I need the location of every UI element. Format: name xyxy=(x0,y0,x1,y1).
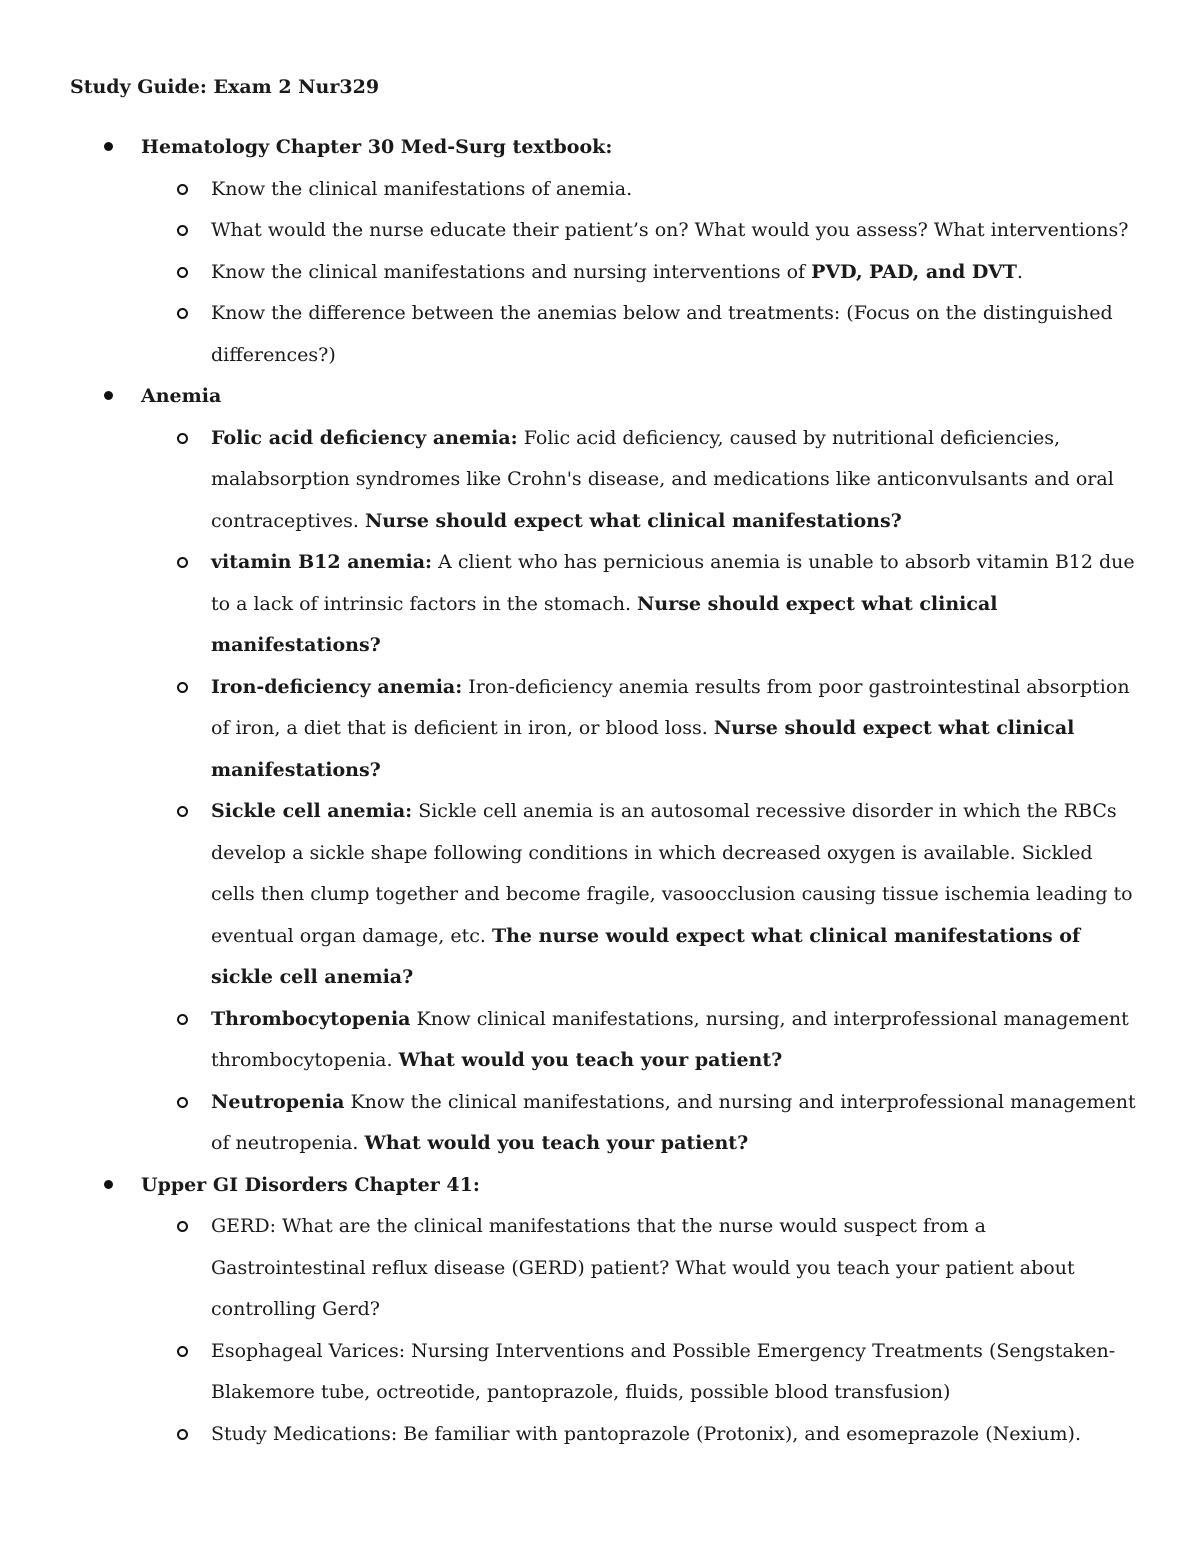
list-item xyxy=(0,210,1200,252)
list-item-iron-deficiency xyxy=(0,667,1200,792)
list-item-sickle-cell xyxy=(0,791,1200,999)
list-item-medications xyxy=(0,1414,1200,1456)
list-item-body: A client who has pernicious anemia is unable to absorb vitamin B12 due to a lack of intrinsic factors in the stomach. xyxy=(211,551,1135,615)
hollow-bullet-icon xyxy=(177,433,188,444)
list-item-esophageal-varices xyxy=(0,1331,1200,1414)
page-title: Study Guide: Exam 2 Nur329 xyxy=(70,76,380,98)
list-item-text xyxy=(211,999,1140,1082)
hollow-bullet-icon xyxy=(177,225,188,236)
list-item xyxy=(0,293,1200,376)
list-item-text: Know the difference between the anemias below and treatments: (Focus on the distinguished differences?) xyxy=(211,302,1113,366)
list-item-text xyxy=(211,791,1140,999)
hollow-bullet-icon xyxy=(177,1221,188,1232)
hollow-bullet-icon xyxy=(177,1429,188,1440)
list-item-folic-acid xyxy=(0,418,1200,543)
hollow-bullet-icon xyxy=(177,308,188,319)
list-item-lead: Thrombocytopenia xyxy=(211,1007,411,1030)
hollow-bullet-icon xyxy=(177,682,188,693)
list-item xyxy=(0,252,1200,294)
section-heading-text: Upper GI Disorders Chapter 41: xyxy=(141,1173,480,1196)
section-heading-upper-gi xyxy=(0,1165,1200,1207)
section-heading-anemia xyxy=(0,376,1200,418)
hollow-bullet-icon xyxy=(177,184,188,195)
list-item-neutropenia xyxy=(0,1082,1200,1165)
hollow-bullet-icon xyxy=(177,557,188,568)
list-item-body: Iron-deficiency anemia results from poor gastrointestinal absorption of iron, a diet that is deficient in iron, or blood loss. xyxy=(211,675,1130,739)
list-item-lead: Folic acid deficiency anemia: xyxy=(211,426,518,449)
list-item-question: Nurse should expect what clinical manifestations? xyxy=(211,592,998,656)
hollow-bullet-icon xyxy=(177,1346,188,1357)
list-item-text: GERD: What are the clinical manifestations that the nurse would suspect from a Gastrointestinal reflux disease (GERD) patient? What would you teach your patient about controlling Gerd? xyxy=(211,1215,1075,1320)
section-heading-hematology xyxy=(0,127,1200,169)
list-item-text xyxy=(211,667,1140,792)
list-item-text: Study Medications: Be familiar with pantoprazole (Protonix), and esomeprazole (Nexium). xyxy=(211,1422,1081,1445)
bullet-icon xyxy=(104,142,113,151)
hollow-bullet-icon xyxy=(177,1014,188,1025)
list-item-text: What would the nurse educate their patient’s on? What would you assess? What interventions? xyxy=(211,219,1129,241)
list-item-lead: Neutropenia xyxy=(211,1090,345,1113)
list-item-question: Nurse should expect what clinical manifestations? xyxy=(211,717,1075,781)
list-item-text-bold: PVD, PAD, and DVT xyxy=(811,260,1017,283)
list-item-text xyxy=(211,1082,1140,1165)
list-item-text xyxy=(211,418,1140,543)
bullet-icon xyxy=(104,1180,113,1189)
list-item-text xyxy=(211,252,1140,294)
document-body xyxy=(0,127,1200,1455)
list-item-lead: Iron-deficiency anemia: xyxy=(211,675,463,698)
hollow-bullet-icon xyxy=(177,267,188,278)
list-item-gerd xyxy=(0,1206,1200,1331)
hollow-bullet-icon xyxy=(177,1097,188,1108)
list-item xyxy=(0,169,1200,211)
section-heading-text: Hematology Chapter 30 Med-Surg textbook: xyxy=(141,136,613,158)
list-item-vitamin-b12 xyxy=(0,542,1200,667)
list-item-text-post: . xyxy=(1016,260,1023,283)
list-item-text: Know the clinical manifestations of anemia. xyxy=(211,177,633,200)
list-item-lead: vitamin B12 anemia: xyxy=(211,551,433,573)
list-item-text xyxy=(211,542,1140,667)
bullet-icon xyxy=(104,391,113,400)
section-heading-text: Anemia xyxy=(141,385,222,407)
list-item-question: The nurse would expect what clinical manifestations of sickle cell anemia? xyxy=(211,924,1081,988)
list-item-lead: Sickle cell anemia: xyxy=(211,800,413,822)
list-item-question: What would you teach your patient? xyxy=(364,1132,749,1154)
list-item-thrombocytopenia xyxy=(0,999,1200,1082)
list-item-body: Sickle cell anemia is an autosomal recessive disorder in which the RBCs develop a sickle shape following conditions in which decreased oxygen is available. Sickled cells then clump together and become fragile, vasoocclusion causing tissue ischemia leading to eventual organ damage, etc. xyxy=(211,800,1133,947)
list-item-text: Esophageal Varices: Nursing Interventions and Possible Emergency Treatments (Sengstaken-Blakemore tube, octreotide, pantoprazole, fluids, possible blood transfusion) xyxy=(211,1339,1116,1403)
list-item-text-pre: Know the clinical manifestations and nursing interventions of xyxy=(211,260,812,283)
hollow-bullet-icon xyxy=(177,806,188,817)
list-item-question: Nurse should expect what clinical manifestations? xyxy=(364,509,902,532)
list-item-body: Know clinical manifestations, nursing, and interprofessional management thrombocytopenia. xyxy=(211,1007,1129,1071)
list-item-question: What would you teach your patient? xyxy=(398,1049,783,1071)
list-item-body: Folic acid deficiency, caused by nutritional deficiencies, malabsorption syndromes like Crohn's disease, and medications like anticonvulsants and oral contraceptives. xyxy=(211,426,1114,532)
list-item-body: Know the clinical manifestations, and nursing and interprofessional management of neutropenia. xyxy=(211,1090,1136,1154)
